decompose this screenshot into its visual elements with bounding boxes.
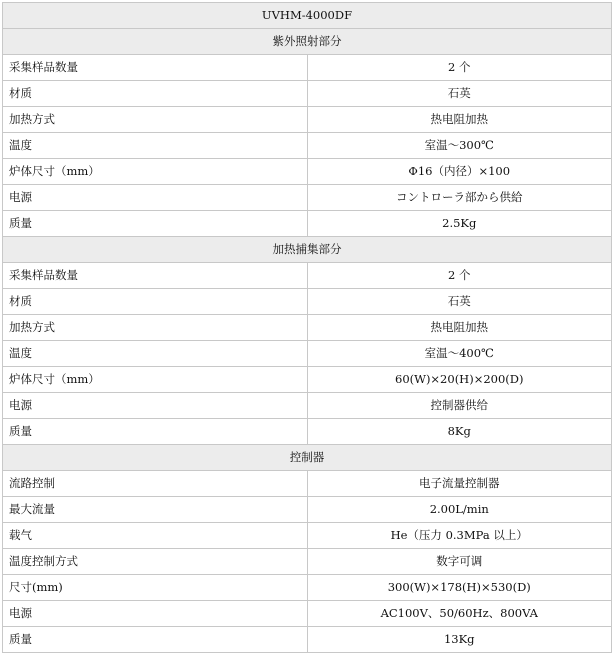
row-value: Φ16（内径）×100 bbox=[307, 159, 612, 185]
table-row bbox=[3, 341, 612, 367]
table-row bbox=[3, 497, 612, 523]
section-title: 加热捕集部分 bbox=[3, 237, 612, 263]
row-value: 13Kg bbox=[307, 627, 612, 653]
table-row bbox=[3, 263, 612, 289]
table-row bbox=[3, 133, 612, 159]
row-value: 热电阻加热 bbox=[307, 315, 612, 341]
table-row bbox=[3, 81, 612, 107]
row-value: コントローラ部から供給 bbox=[307, 185, 612, 211]
row-label: 流路控制 bbox=[3, 471, 308, 497]
row-value: 石英 bbox=[307, 81, 612, 107]
table-row bbox=[3, 575, 612, 601]
table-row bbox=[3, 107, 612, 133]
table-row bbox=[3, 315, 612, 341]
section-header bbox=[3, 237, 612, 263]
row-label: 加热方式 bbox=[3, 315, 308, 341]
row-label: 材质 bbox=[3, 289, 308, 315]
row-label: 炉体尺寸（mm） bbox=[3, 159, 308, 185]
title-row bbox=[3, 3, 612, 29]
table-row bbox=[3, 627, 612, 653]
table-row bbox=[3, 55, 612, 81]
row-label: 温度 bbox=[3, 133, 308, 159]
row-value: 2.5Kg bbox=[307, 211, 612, 237]
table-row bbox=[3, 367, 612, 393]
row-label: 材质 bbox=[3, 81, 308, 107]
section-header bbox=[3, 29, 612, 55]
row-value: 300(W)×178(H)×530(D) bbox=[307, 575, 612, 601]
row-label: 最大流量 bbox=[3, 497, 308, 523]
table-row bbox=[3, 601, 612, 627]
row-value: 控制器供给 bbox=[307, 393, 612, 419]
table-row bbox=[3, 289, 612, 315]
row-label: 电源 bbox=[3, 185, 308, 211]
row-value: 60(W)×20(H)×200(D) bbox=[307, 367, 612, 393]
table-row bbox=[3, 211, 612, 237]
table-row bbox=[3, 419, 612, 445]
row-label: 载气 bbox=[3, 523, 308, 549]
table-row bbox=[3, 393, 612, 419]
row-label: 质量 bbox=[3, 211, 308, 237]
section-header bbox=[3, 445, 612, 471]
row-value: 室温～400℃ bbox=[307, 341, 612, 367]
row-value: 2 个 bbox=[307, 55, 612, 81]
row-label: 炉体尺寸（mm） bbox=[3, 367, 308, 393]
spec-table bbox=[2, 2, 612, 653]
row-value: 石英 bbox=[307, 289, 612, 315]
row-label: 采集样品数量 bbox=[3, 263, 308, 289]
row-label: 质量 bbox=[3, 627, 308, 653]
row-value: 2 个 bbox=[307, 263, 612, 289]
table-row bbox=[3, 185, 612, 211]
table-title: UVHM-4000DF bbox=[3, 3, 612, 29]
row-value: 室温～300℃ bbox=[307, 133, 612, 159]
row-label: 电源 bbox=[3, 393, 308, 419]
row-label: 加热方式 bbox=[3, 107, 308, 133]
row-value: 电子流量控制器 bbox=[307, 471, 612, 497]
table-row bbox=[3, 523, 612, 549]
row-value: 2.00L/min bbox=[307, 497, 612, 523]
row-label: 温度控制方式 bbox=[3, 549, 308, 575]
row-label: 采集样品数量 bbox=[3, 55, 308, 81]
row-value: 数字可调 bbox=[307, 549, 612, 575]
row-value: 8Kg bbox=[307, 419, 612, 445]
row-value: AC100V、50/60Hz、800VA bbox=[307, 601, 612, 627]
row-label: 尺寸(mm) bbox=[3, 575, 308, 601]
table-row bbox=[3, 159, 612, 185]
row-value: 热电阻加热 bbox=[307, 107, 612, 133]
row-label: 质量 bbox=[3, 419, 308, 445]
table-row bbox=[3, 471, 612, 497]
table-row bbox=[3, 549, 612, 575]
row-value: He（压力 0.3MPa 以上） bbox=[307, 523, 612, 549]
row-label: 电源 bbox=[3, 601, 308, 627]
row-label: 温度 bbox=[3, 341, 308, 367]
section-title: 紫外照射部分 bbox=[3, 29, 612, 55]
section-title: 控制器 bbox=[3, 445, 612, 471]
